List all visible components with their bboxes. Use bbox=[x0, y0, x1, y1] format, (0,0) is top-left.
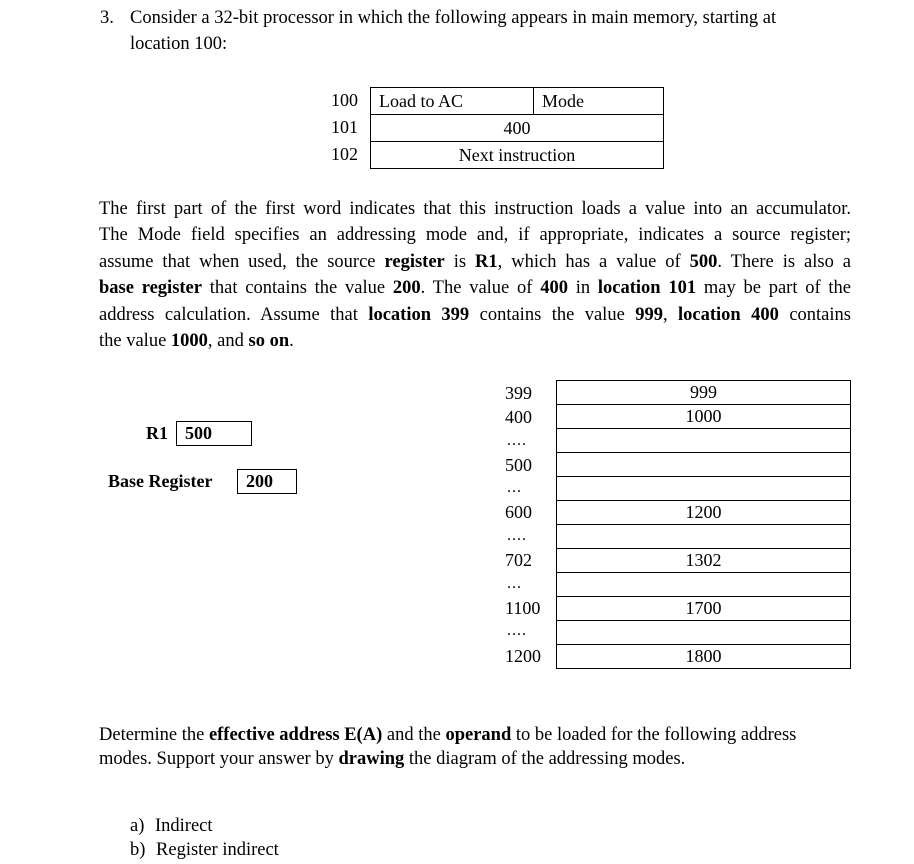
next-instruction-field bbox=[370, 141, 664, 169]
option-text: Indirect bbox=[155, 816, 213, 836]
memory-cell bbox=[556, 428, 851, 453]
base-register-value: 200 bbox=[246, 471, 273, 491]
memory-address: 1100 bbox=[505, 598, 541, 618]
memory-cell: 999 bbox=[556, 380, 851, 405]
task-line: Determine the effective address E(A) and the operand to be loaded for the following address bbox=[99, 725, 797, 745]
paragraph-line: base register that contains the value 200. The value of 400 in location 101 may be part of the bbox=[99, 278, 852, 299]
memory-cell: 1200 bbox=[556, 500, 851, 525]
memory-cell bbox=[556, 476, 851, 501]
memory-ellipsis: .... bbox=[507, 527, 527, 544]
paragraph-line: the value 1000, and so on. bbox=[99, 330, 294, 351]
option-label: b) bbox=[130, 840, 146, 860]
base-register-label: Base Register bbox=[108, 471, 213, 491]
instruction-address: 100 bbox=[331, 90, 358, 110]
paragraph-line: assume that when used, the source register is R1, which has a value of 500. There is also a bbox=[99, 251, 852, 272]
question-text-line1: Consider a 32-bit processor in which the following appears in main memory, starting at bbox=[130, 8, 777, 28]
memory-ellipsis: .... bbox=[507, 432, 527, 449]
paragraph-line: address calculation. Assume that location 399 contains the value 999, location 400 contains bbox=[99, 304, 851, 325]
memory-address: 600 bbox=[505, 502, 532, 522]
memory-cell bbox=[556, 452, 851, 477]
memory-cell: 1302 bbox=[556, 548, 851, 573]
memory-address: 399 bbox=[505, 383, 532, 403]
memory-cell: 1000 bbox=[556, 404, 851, 429]
instruction-address: 102 bbox=[331, 144, 358, 164]
memory-address: 1200 bbox=[505, 646, 541, 666]
memory-cell: 1700 bbox=[556, 596, 851, 621]
option-label: a) bbox=[130, 816, 145, 836]
address-field bbox=[370, 114, 664, 142]
paragraph-line: The Mode field specifies an addressing mode and, if appropriate, indicates a source register; bbox=[99, 225, 851, 246]
question-text-line2: location 100: bbox=[130, 34, 228, 54]
memory-ellipsis: ... bbox=[507, 479, 522, 496]
next-instruction-text: Next instruction bbox=[458, 145, 576, 165]
option-b bbox=[130, 840, 279, 861]
memory-ellipsis: .... bbox=[507, 622, 527, 639]
memory-ellipsis: ... bbox=[507, 575, 522, 592]
opcode-text: Load to AC bbox=[379, 91, 463, 111]
memory-cell bbox=[556, 524, 851, 549]
memory-cell bbox=[556, 620, 851, 645]
question-number: 3. bbox=[100, 8, 114, 28]
description-paragraph bbox=[99, 196, 851, 354]
address-field-value: 400 bbox=[503, 118, 531, 138]
option-a bbox=[130, 816, 213, 837]
r1-label: R1 bbox=[146, 423, 168, 443]
task-instructions bbox=[99, 723, 851, 771]
paragraph-line: The first part of the first word indicates that this instruction loads a value into an accumulator. bbox=[99, 199, 851, 219]
task-line: modes. Support your answer by drawing the diagram of the addressing modes. bbox=[99, 749, 686, 769]
memory-cell: 1800 bbox=[556, 644, 851, 669]
instruction-address: 101 bbox=[331, 117, 358, 137]
mode-text: Mode bbox=[542, 91, 584, 111]
memory-address: 702 bbox=[505, 550, 532, 570]
memory-address: 500 bbox=[505, 455, 532, 475]
r1-register-box bbox=[176, 421, 252, 446]
base-register-box bbox=[237, 469, 297, 494]
option-text: Register indirect bbox=[156, 840, 279, 860]
r1-value: 500 bbox=[185, 423, 212, 443]
mode-field bbox=[533, 87, 664, 115]
memory-address: 400 bbox=[505, 407, 532, 427]
memory-cell bbox=[556, 572, 851, 597]
opcode-field bbox=[370, 87, 534, 115]
